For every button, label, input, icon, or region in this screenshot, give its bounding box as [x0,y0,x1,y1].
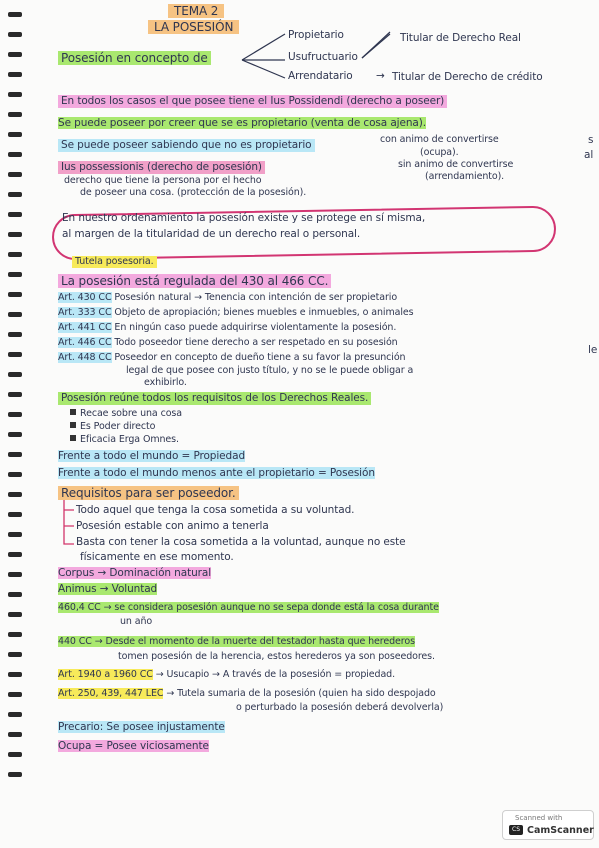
art448-cont-2: exhibirlo. [144,377,187,388]
regulada-heading: La posesión está regulada del 430 al 466 CC. [58,274,331,288]
page-title: TEMA 2 [168,4,224,18]
sin-animo-arrendamiento: (arrendamiento). [425,171,505,182]
ocupa-line: Ocupa = Posee viciosamente [58,740,209,752]
requisitos-poseedor: Requisitos para ser poseedor. [58,486,239,500]
article-row: Art. 441 CC En ningún caso puede adquirirse violentamente la posesión. [58,322,397,333]
art460-line: 460,4 CC → se considera posesión aunque no se sepa donde está la cosa durante [58,602,439,613]
requisito-item: Todo aquel que tenga la cosa sometida a su voluntad. [76,504,355,516]
animo-ocupa: (ocupa). [420,147,459,158]
sabiendo-line: Se puede poseer sabiendo que no es propietario [58,139,315,152]
bullet-icon [70,409,76,415]
camscanner-badge [502,810,594,840]
article-row: Art. 430 CC Posesión natural → Tenencia con intención de ser propietario [58,292,398,303]
requisito-cont: físicamente en ese momento. [80,551,234,563]
article-row: Art. 333 CC Objeto de apropiación; bienes muebles e inmuebles, o animales [58,307,414,318]
requisitos-reales: Posesión reúne todos los requisitos de los Derechos Reales. [58,392,371,405]
margin-fragment: s [588,134,594,146]
derecho-line-2: de poseer una cosa. (protección de la posesión). [80,187,307,198]
margin-fragment: le [588,344,598,356]
tree-arrow-3: → [376,70,385,82]
art460-cont: un año [120,616,153,627]
art250-line: Art. 250, 439, 447 LEC → Tutela sumaria de la posesión (quien ha sido despojado [58,688,436,699]
camscanner-logo-icon: CS [509,825,523,835]
camscanner-label: CamScanner [527,825,594,836]
art440-cont: tomen posesión de la herencia, estos herederos ya son poseedores. [118,651,435,662]
corpus-line: Corpus → Dominación natural [58,567,212,579]
art250-cont: o perturbado la posesión deberá devolverla) [236,702,444,713]
bullet-item: Eficacia Erga Omnes. [70,435,179,445]
ius-possessionis-line: Ius possessionis (derecho de posesión) [58,161,265,174]
tree-result-credito: Titular de Derecho de crédito [392,71,543,83]
tree-result-real: Titular de Derecho Real [400,32,521,44]
spiral-binding [0,0,40,800]
bubble-line-2: al margen de la titularidad de un derecho real o personal. [62,228,361,240]
bullet-icon [70,435,76,441]
requisito-item: Basta con tener la cosa sometida a la voluntad, aunque no este [76,536,406,548]
page-subtitle: LA POSESIÓN [148,20,239,34]
article-row: Art. 448 CC Poseedor en concepto de dueño tiene a su favor la presunción [58,352,406,363]
tutela-posesoria: Tutela posesoria. [72,256,157,268]
tree-branch-propietario: Propietario [288,29,344,41]
art440-line: 440 CC → Desde el momento de la muerte del testador hasta que herederos [58,636,415,647]
tree-branch-arrendatario: Arrendatario [288,70,353,82]
art1940-line: Art. 1940 a 1960 CC → Usucapio → A través de la posesión = propiedad. [58,669,396,680]
creer-line: Se puede poseer por creer que se es propietario (venta de cosa ajena). [58,117,426,129]
precario-line: Precario: Se posee injustamente [58,721,225,733]
derecho-line-1: derecho que tiene la persona por el hecho [64,175,262,186]
frente-propiedad: Frente a todo el mundo = Propiedad [58,450,246,462]
tree-branch-usufructuario: Usufructuario [288,51,358,63]
sin-animo-convertirse: sin animo de convertirse [398,159,514,170]
animus-line: Animus → Voluntad [58,583,158,595]
tree-root: Posesión en concepto de [58,51,211,65]
bullet-icon [70,422,76,428]
animo-convertirse: con animo de convertirse [380,134,499,145]
article-row: Art. 446 CC Todo poseedor tiene derecho a ser respetado en su posesión [58,337,398,348]
margin-fragment: al [584,149,594,161]
requisito-item: Posesión estable con animo a tenerla [76,520,269,532]
art448-cont-1: legal de que posee con justo título, y no se le puede obligar a [126,365,414,376]
bubble-line-1: En nuestro ordenamiento la posesión existe y se protege en sí misma, [62,212,426,224]
scanned-with-label: Scanned with [515,814,563,822]
frente-posesion: Frente a todo el mundo menos ante el propietario = Posesión [58,467,375,479]
ius-possidendi-line: En todos los casos el que posee tiene el Ius Possidendi (derecho a poseer) [58,95,447,108]
bullet-item: Recae sobre una cosa [70,409,182,419]
bullet-item: Es Poder directo [70,422,155,432]
